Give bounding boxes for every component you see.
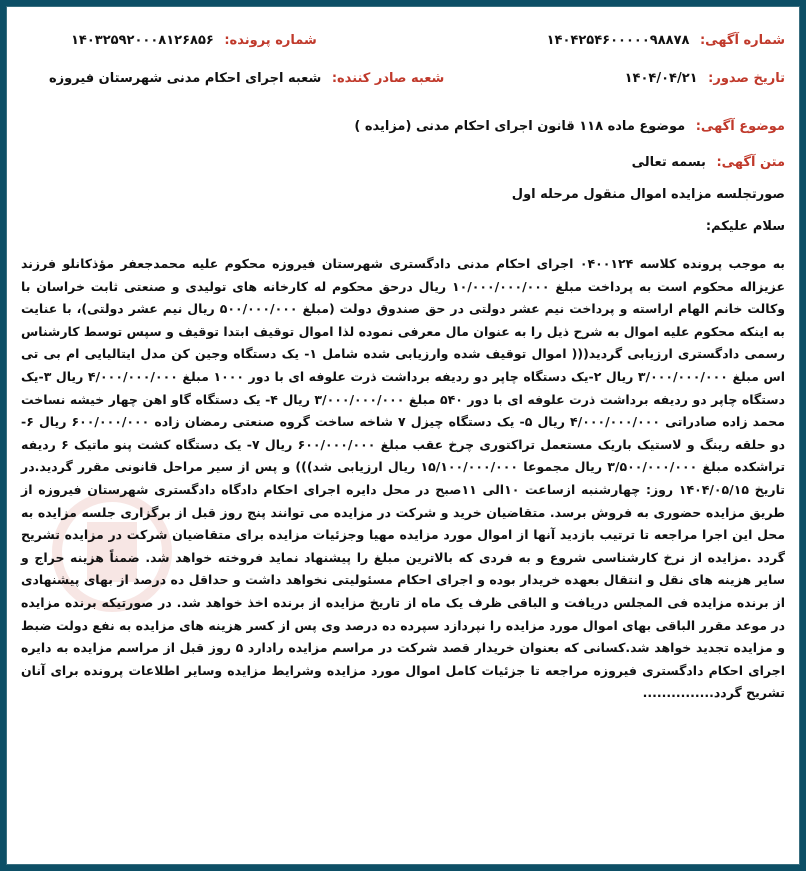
issue-date: [625, 71, 785, 86]
issue-date-value: ۱۴۰۴/۰۴/۲۱: [624, 71, 698, 86]
case-number-value: ۱۴۰۳۲۵۹۲۰۰۰۸۱۲۶۸۵۶: [71, 33, 214, 48]
text-label: متن آگهی:: [716, 155, 785, 170]
greeting: سلام علیکم:: [705, 219, 785, 234]
issue-date-label: تاریخ صدور:: [708, 71, 785, 86]
subject-label: موضوع آگهی:: [695, 119, 785, 134]
case-number: [71, 33, 317, 48]
subject-line: [21, 119, 785, 155]
notice-heading: صورتجلسه مزایده اموال منقول مرحله اول: [511, 187, 785, 202]
ad-number-value: ۱۴۰۴۲۵۴۶۰۰۰۰۰۹۸۸۷۸: [546, 33, 690, 48]
ad-number-label: شماره آگهی:: [699, 33, 785, 48]
header-row-2: [21, 71, 785, 109]
notice-document: [21, 33, 785, 705]
case-number-label: شماره پرونده:: [224, 33, 317, 48]
issuer-value: شعبه اجرای احکام مدنی شهرستان فیروزه: [49, 71, 322, 86]
subject-value: موضوع ماده ۱۱۸ قانون اجرای احکام مدنی (مزایده ): [354, 119, 686, 134]
text-opening: بسمه تعالی: [631, 155, 706, 170]
text-opening-line: [21, 155, 785, 187]
notice-body: به موجب پرونده کلاسه ۰۴۰۰۱۲۴ اجرای احکام مدنی دادگستری شهرستان فیروزه محکوم علیه محمدجعفر مؤذکانلو فرزند عزیزاله محکوم است به پرداخت مبلغ ۱۰/۰۰۰/۰۰۰/۰۰۰ ریال درحق محکوم له کارخانه های تولیدی و صنعتی ثابت خراسان با وکالت خانم الهام اراسته و پرداخت نیم عشر دولتی در حق صندوق دولت (مبلغ ۵۰۰/۰۰۰/۰۰۰ ریال نیم عشر دولتی)، با عنایت به اینکه محکوم علیه اموال به شرح ذیل را به عنوان مال معرفی نموده لذا اموال توقیف ابتدا توقیف و سپس توسط کارشناس رسمی دادگستری ارزیابی گردید((( اموال توقیف شده وارزیابی شده شامل ۱- یک دستگاه وجین کن مدل ایتالیایی ام بی تی اس مبلغ ۳/۰۰۰/۰۰۰/۰۰۰ ریال ۲-یک دستگاه چاپر دو ردیفه برداشت ذرت علوفه ای با دور ۱۰۰۰ مبلغ ۴/۰۰۰/۰۰۰/۰۰۰ ریال ۳-یک دستگاه چاپر دو ردیفه برداشت ذرت علوفه ای با دور ۵۴۰ مبلغ ۳/۰۰۰/۰۰۰/۰۰۰ ریال ۴- یک دستگاه گاو اهن چهار خیشه نساخت محمد زاده صادراتی ۴/۰۰۰/۰۰۰/۰۰۰ ریال ۵- یک دستگاه چیزل ۷ شاخه ساخت گروه صنعتی رمضان زاده ۶۰۰/۰۰۰/۰۰۰ ریال ۶-دو حلقه رینگ و لاستیک باریک مستعمل تراکتوری چرخ عقب مبلغ ۶۰۰/۰۰۰/۰۰۰ ریال ۷- یک دستگاه کشت پنو ماتیک ۶ ردیفه تراشکده مبلغ ۳/۵۰۰/۰۰۰/۰۰۰ ریال مجموعا ۱۵/۱۰۰/۰۰۰/۰۰۰ ریال ارزیابی شد))) و پس از سیر مراحل قانونی مقرر گردید.در تاریخ ۱۴۰۴/۰۵/۱۵ روز: چهارشنبه ازساعت ۱۰الی ۱۱صبح در محل دایره اجرای احکام دادگاه دادگستری شهرستان فیروزه از طریق مزایده حضوری به فروش برسد. متقاضیان خرید و شرکت در مزایده می توانند پنج روز قبل از برگزاری جلسه مزایده به محل این اجرا مراجعه تا ترتیب بازدید آنها از اموال مورد مزایده مهیا وجزئیات مزایده برای متقاضیان شرکت در مزایده تشریح گردد .مزایده از نرخ کارشناسی شروع و به فردی که بالاترین مبلغ را پیشنهاد نماید فروخته خواهد شد. ضمناً هزینه حراج و سایر هزینه های نقل و انتقال بعهده خریدار بوده و اجرای احکام مسئولیتی نخواهد داشت و حداقل ده درصد از بهای پیشنهادی از برنده مزایده فی المجلس دریافت و الباقی ظرف یک ماه از تاریخ مزایده از برنده اخذ خواهد شد. در صورتیکه برنده مزایده در موعد مقرر الباقی بهای اموال مورد مزایده را نپردازد سپرده ده درصد وی پس از کسر هزینه های مزایده به نفع دولت ضبط و مزایده تجدید خواهد شد.کسانی که بعنوان خریدار قصد شرکت در مراسم مزایده رادارد ۵ روز قبل از مراسم مزایده به دایره اجرای احکام دادگستری فیروزه مراجعه تا جزئیات کامل اموال مورد مزایده وشرایط مزایده وسایر اطلاعات پرونده برای آنان تشریح گردد...............: [21, 256, 786, 701]
ad-number: [547, 33, 785, 48]
issuer: [49, 71, 444, 86]
header-row-1: [21, 33, 785, 71]
notice-frame: [6, 6, 800, 865]
issuer-label: شعبه صادر کننده:: [331, 71, 445, 86]
